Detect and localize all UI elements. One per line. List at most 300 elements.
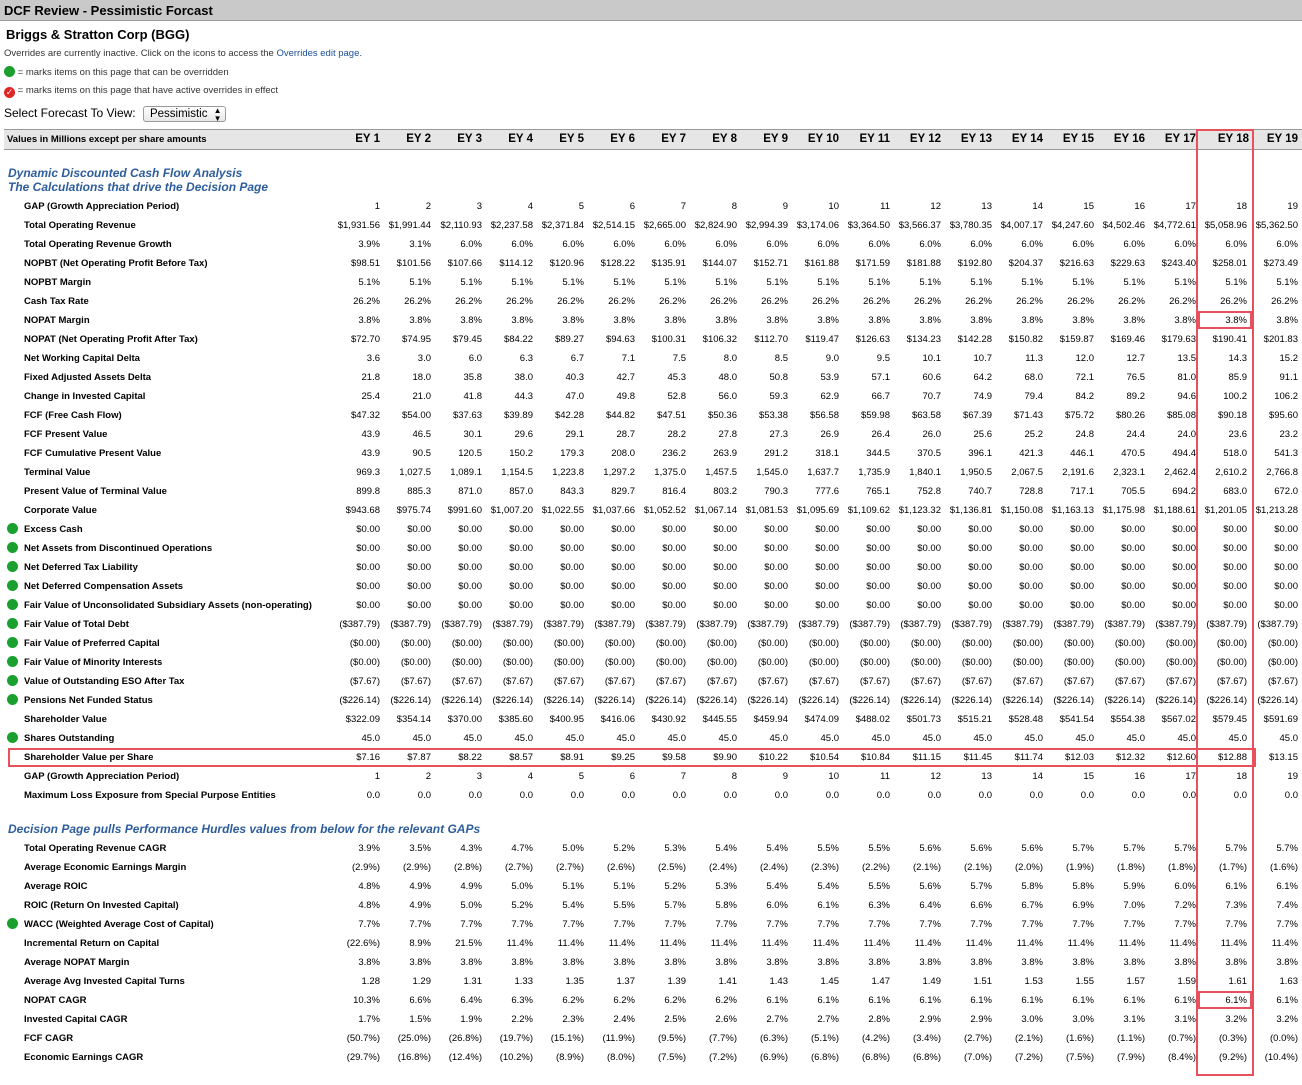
table-cell: $0.00 (560, 581, 584, 592)
table-cell: 5.6% (1021, 843, 1043, 854)
table-cell: (6.8%) (811, 1052, 839, 1063)
table-cell: 2.6% (715, 1014, 737, 1025)
table-cell: (22.6%) (346, 938, 380, 949)
table-cell: $201.83 (1263, 334, 1298, 345)
row-label: Present Value of Terminal Value (24, 486, 167, 497)
table-cell: $0.00 (713, 581, 737, 592)
table-cell: $0.00 (407, 543, 431, 554)
row-label: Average NOPAT Margin (24, 957, 130, 968)
table-cell: ($387.79) (1206, 619, 1247, 630)
table-cell: 1.28 (361, 976, 380, 987)
table-cell: (4.2%) (862, 1033, 890, 1044)
table-cell: 2,610.2 (1215, 467, 1247, 478)
table-cell: 3 (476, 201, 482, 212)
table-cell: 3.6 (366, 353, 380, 364)
table-cell: $9.25 (611, 752, 635, 763)
table-cell: 81.0 (1177, 372, 1196, 383)
table-cell: 9 (782, 771, 788, 782)
table-cell: $3,780.35 (949, 220, 992, 231)
table-cell: 5.7% (1225, 843, 1247, 854)
table-cell: 5.7% (970, 881, 992, 892)
table-cell: $5,058.96 (1204, 220, 1247, 231)
override-dot-icon[interactable] (7, 561, 18, 572)
table-cell: ($387.79) (951, 619, 992, 630)
table-cell: 6 (629, 771, 635, 782)
table-cell: 45.0 (565, 733, 584, 744)
table-cell: 2 (425, 201, 431, 212)
table-cell: 8 (731, 201, 737, 212)
table-cell: 45.3 (667, 372, 686, 383)
table-cell: 5.7% (1174, 843, 1196, 854)
table-cell: 3.8% (1174, 315, 1196, 326)
table-cell: 7.7% (1021, 919, 1043, 930)
table-cell: (1.6%) (1066, 1033, 1094, 1044)
table-cell: 7.7% (1174, 919, 1196, 930)
table-cell: 26.2% (353, 296, 380, 307)
table-cell: (7.5%) (1066, 1052, 1094, 1063)
table-cell: 2,323.1 (1113, 467, 1145, 478)
table-cell: $0.00 (407, 600, 431, 611)
table-cell: ($0.00) (961, 657, 992, 668)
table-cell: ($226.14) (696, 695, 737, 706)
row-label: Net Working Capital Delta (24, 353, 140, 364)
table-cell: 150.2 (509, 448, 533, 459)
override-dot-icon[interactable] (7, 637, 18, 648)
table-cell: ($387.79) (390, 619, 431, 630)
table-cell: 1.39 (667, 976, 686, 987)
table-cell: $80.26 (1115, 410, 1145, 421)
table-cell: ($387.79) (339, 619, 380, 630)
table-cell: ($0.00) (451, 657, 482, 668)
table-cell: 5.1% (562, 881, 584, 892)
table-cell: 11.4% (608, 938, 635, 949)
table-cell: 7 (680, 771, 686, 782)
table-cell: 70.7 (922, 391, 941, 402)
table-cell: (2.4%) (709, 862, 737, 873)
table-cell: (1.6%) (1270, 862, 1298, 873)
table-cell: 5.1% (766, 277, 788, 288)
override-dot-icon[interactable] (7, 618, 18, 629)
table-cell: 11.4% (1169, 938, 1196, 949)
row-label: Fair Value of Unconsolidated Subsidiary Assets (non-operating) (24, 600, 312, 611)
table-cell: ($0.00) (1114, 638, 1145, 649)
table-cell: 3.8% (409, 315, 431, 326)
table-cell: (25.0%) (397, 1033, 431, 1044)
table-cell: 6.1% (766, 995, 788, 1006)
override-dot-icon[interactable] (7, 542, 18, 553)
row-label: Excess Cash (24, 524, 83, 535)
table-cell: ($0.00) (451, 638, 482, 649)
table-cell: 790.3 (764, 486, 788, 497)
table-cell: 5.8% (1072, 881, 1094, 892)
table-cell: 3.8% (562, 315, 584, 326)
override-dot-icon[interactable] (7, 918, 18, 929)
table-cell: 5.5% (868, 843, 890, 854)
table-cell: $0.00 (1019, 524, 1043, 535)
table-row (4, 558, 1302, 577)
row-label: Terminal Value (24, 467, 91, 478)
override-dot-icon[interactable] (7, 599, 18, 610)
table-cell: 1.59 (1177, 976, 1196, 987)
table-cell: ($0.00) (1012, 638, 1043, 649)
table-cell: 5.1% (970, 277, 992, 288)
row-label: Economic Earnings CAGR (24, 1052, 144, 1063)
table-cell: 1.29 (412, 976, 431, 987)
table-cell: 12 (930, 201, 941, 212)
table-cell: 6.1% (1276, 995, 1298, 1006)
table-cell: 14 (1032, 201, 1043, 212)
table-cell: 5.1% (1072, 277, 1094, 288)
table-cell: 5.4% (817, 881, 839, 892)
table-cell: $0.00 (509, 600, 533, 611)
table-cell: 3.8% (358, 315, 380, 326)
table-cell: $0.00 (1223, 600, 1247, 611)
table-cell: 18 (1236, 201, 1247, 212)
table-cell: ($226.14) (594, 695, 635, 706)
table-cell: $0.00 (815, 543, 839, 554)
table-cell: ($0.00) (808, 657, 839, 668)
table-row (4, 767, 1302, 786)
table-cell: $159.87 (1059, 334, 1094, 345)
table-cell: $0.00 (407, 562, 431, 573)
table-cell: 9.0 (825, 353, 839, 364)
table-cell: 7.7% (817, 919, 839, 930)
table-cell: 1,375.0 (654, 467, 686, 478)
table-cell: 3.8% (715, 315, 737, 326)
table-cell: $0.00 (356, 524, 380, 535)
table-cell: (6.8%) (913, 1052, 941, 1063)
table-cell: $3,566.37 (898, 220, 941, 231)
table-cell: 10.1 (922, 353, 941, 364)
table-cell: 6.1% (1225, 995, 1247, 1006)
row-label: Net Deferred Tax Liability (24, 562, 138, 573)
table-cell: ($0.00) (1165, 638, 1196, 649)
table-cell: 10 (828, 771, 839, 782)
table-cell: $12.32 (1115, 752, 1145, 763)
table-cell: 14.3 (1228, 353, 1247, 364)
table-row (4, 691, 1302, 710)
table-cell: 1.5% (409, 1014, 431, 1025)
overrides-edit-link[interactable]: Overrides edit page. (276, 48, 362, 59)
table-cell: 4 (527, 201, 533, 212)
table-cell: 5.2% (613, 843, 635, 854)
table-cell: 7.7% (1225, 919, 1247, 930)
table-cell: 6.4% (460, 995, 482, 1006)
table-cell: ($387.79) (849, 619, 890, 630)
table-cell: 12.0 (1075, 353, 1094, 364)
table-cell: (6.3%) (760, 1033, 788, 1044)
table-cell: 4 (527, 771, 533, 782)
table-cell: $0.00 (1121, 600, 1145, 611)
table-cell: $0.00 (1121, 543, 1145, 554)
table-cell: (1.1%) (1117, 1033, 1145, 1044)
table-cell: 41.8 (463, 391, 482, 402)
table-cell: ($387.79) (594, 619, 635, 630)
table-cell: 3.0% (1072, 1014, 1094, 1025)
table-cell: $13.15 (1268, 752, 1298, 763)
table-cell: 1 (374, 771, 380, 782)
table-cell: $0.00 (611, 600, 635, 611)
table-cell: $1,163.13 (1051, 505, 1094, 516)
table-cell: 46.5 (412, 429, 431, 440)
table-cell: $0.00 (968, 600, 992, 611)
table-cell: 26.2% (914, 296, 941, 307)
table-cell: 1.61 (1228, 976, 1247, 987)
table-cell: ($0.00) (859, 638, 890, 649)
table-cell: 2.3% (562, 1014, 584, 1025)
table-cell: 291.2 (764, 448, 788, 459)
override-dot-icon[interactable] (7, 580, 18, 591)
table-cell: 11.4% (506, 938, 533, 949)
table-cell: (7.7%) (709, 1033, 737, 1044)
table-cell: ($7.67) (1063, 676, 1094, 687)
row-label: Maximum Loss Exposure from Special Purpose Entities (24, 790, 276, 801)
table-cell: 344.5 (866, 448, 890, 459)
table-cell: (1.8%) (1117, 862, 1145, 873)
table-cell: $0.00 (713, 562, 737, 573)
table-cell: 3.9% (358, 843, 380, 854)
table-cell: (12.4%) (448, 1052, 482, 1063)
table-cell: 26.2% (1118, 296, 1145, 307)
table-cell: 45.0 (820, 733, 839, 744)
row-label: Total Operating Revenue CAGR (24, 843, 167, 854)
row-label: GAP (Growth Appreciation Period) (24, 201, 180, 212)
table-cell: (6.9%) (760, 1052, 788, 1063)
table-cell: $0.00 (662, 543, 686, 554)
row-label: Total Operating Revenue Growth (24, 239, 172, 250)
table-cell: (2.7%) (964, 1033, 992, 1044)
table-cell: ($387.79) (1104, 619, 1145, 630)
table-cell: $56.58 (809, 410, 839, 421)
table-cell: 1.43 (769, 976, 788, 987)
table-cell: 5.1% (409, 277, 431, 288)
table-cell: 56.0 (718, 391, 737, 402)
table-cell: ($0.00) (706, 638, 737, 649)
table-cell: $0.00 (815, 524, 839, 535)
table-cell: 5.8% (1021, 881, 1043, 892)
table-cell: 26.2% (863, 296, 890, 307)
column-header: EY 8 (712, 133, 737, 145)
table-row (4, 615, 1302, 634)
table-cell: 11.4% (557, 938, 584, 949)
table-cell: $0.00 (458, 581, 482, 592)
table-cell: 3.8% (664, 315, 686, 326)
table-cell: $0.00 (713, 524, 737, 535)
override-dot-icon[interactable] (7, 694, 18, 705)
table-cell: ($0.00) (1063, 638, 1094, 649)
table-cell: (0.7%) (1168, 1033, 1196, 1044)
table-cell: 6.0% (562, 239, 584, 250)
table-cell: 8.9% (409, 938, 431, 949)
table-cell: 25.4 (361, 391, 380, 402)
table-row (4, 254, 1302, 273)
table-cell: 21.0 (412, 391, 431, 402)
section2-title: Decision Page pulls Performance Hurdles values from below for the relevant GAPs (8, 822, 481, 836)
table-cell: 10.3% (353, 995, 380, 1006)
table-cell: 885.3 (407, 486, 431, 497)
table-cell: $181.88 (906, 258, 941, 269)
table-cell: ($7.67) (604, 676, 635, 687)
table-cell: 6.2% (613, 995, 635, 1006)
table-cell: 26.2% (404, 296, 431, 307)
table-cell: 53.9 (820, 372, 839, 383)
table-cell: 26.2% (1169, 296, 1196, 307)
table-row (4, 197, 1302, 216)
forecast-select[interactable] (143, 106, 227, 122)
forecast-selector (4, 106, 226, 122)
table-cell: 7.4% (1276, 900, 1298, 911)
table-cell: ($0.00) (961, 638, 992, 649)
table-cell: 6.0% (919, 239, 941, 250)
table-cell: 6.0% (970, 239, 992, 250)
override-dot-icon[interactable] (7, 675, 18, 686)
table-cell: ($0.00) (400, 638, 431, 649)
table-cell: ($226.14) (1155, 695, 1196, 706)
table-cell: 5.1% (1225, 277, 1247, 288)
table-cell: 45.0 (973, 733, 992, 744)
column-header: EY 6 (610, 133, 635, 145)
table-cell: $0.00 (1121, 581, 1145, 592)
table-cell: ($7.67) (706, 676, 737, 687)
table-cell: (7.2%) (1015, 1052, 1043, 1063)
table-cell: 5.1% (1276, 277, 1298, 288)
table-cell: 5.6% (919, 881, 941, 892)
table-cell: (2.7%) (556, 862, 584, 873)
table-cell: $0.00 (968, 524, 992, 535)
table-cell: 45.0 (412, 733, 431, 744)
table-cell: 72.1 (1075, 372, 1094, 383)
table-cell: $0.00 (1070, 543, 1094, 554)
table-cell: 1.31 (463, 976, 482, 987)
table-cell: 16 (1134, 201, 1145, 212)
table-cell: $4,772.61 (1153, 220, 1196, 231)
table-cell: 3.8% (970, 957, 992, 968)
table-cell: 17 (1185, 771, 1196, 782)
row-label: Change in Invested Capital (24, 391, 146, 402)
table-cell: 14 (1032, 771, 1043, 782)
legend-red-text: = marks items on this page that have active overrides in effect (17, 85, 279, 96)
table-cell: 1.7% (358, 1014, 380, 1025)
row-label: Net Assets from Discontinued Operations (24, 543, 213, 554)
row-label: FCF Present Value (24, 429, 108, 440)
table-cell: 4.9% (409, 881, 431, 892)
table-row (4, 1029, 1302, 1048)
table-cell: 2,462.4 (1164, 467, 1196, 478)
table-cell: $0.00 (509, 562, 533, 573)
table-cell: 0.0 (366, 790, 380, 801)
table-cell: $216.63 (1059, 258, 1094, 269)
forecast-select-value: Pessimistic (149, 108, 208, 120)
table-cell: 1,027.5 (399, 467, 431, 478)
table-cell: (2.3%) (811, 862, 839, 873)
table-row (4, 235, 1302, 254)
table-cell: ($226.14) (339, 695, 380, 706)
table-cell: $12.88 (1217, 752, 1247, 763)
table-cell: 3.8% (1072, 957, 1094, 968)
table-cell: $273.49 (1263, 258, 1298, 269)
table-row (4, 653, 1302, 672)
table-cell: 6.1% (1072, 995, 1094, 1006)
table-cell: ($7.67) (655, 676, 686, 687)
table-cell: ($387.79) (441, 619, 482, 630)
table-cell: 11.4% (1016, 938, 1043, 949)
table-cell: 3.8% (919, 957, 941, 968)
table-cell: $0.00 (1019, 581, 1043, 592)
table-cell: 94.6 (1177, 391, 1196, 402)
table-cell: 3.9% (358, 239, 380, 250)
table-cell: 5.7% (1276, 843, 1298, 854)
table-cell: 6.0% (664, 239, 686, 250)
table-cell: 11.4% (965, 938, 992, 949)
table-cell: 6.1% (1276, 881, 1298, 892)
table-cell: 6.3 (519, 353, 533, 364)
table-cell: 17 (1185, 201, 1196, 212)
table-cell: 6.0 (468, 353, 482, 364)
row-label: FCF (Free Cash Flow) (24, 410, 122, 421)
column-header: EY 2 (406, 133, 431, 145)
table-row (4, 349, 1302, 368)
column-header: EY 18 (1217, 133, 1249, 145)
table-cell: 421.3 (1019, 448, 1043, 459)
table-cell: 7.7% (1072, 919, 1094, 930)
table-cell: 11.4% (863, 938, 890, 949)
table-cell: 45.0 (1279, 733, 1298, 744)
table-cell: 3.2% (1276, 1014, 1298, 1025)
table-cell: 740.7 (968, 486, 992, 497)
table-cell: 15.2 (1279, 353, 1298, 364)
override-dot-icon[interactable] (7, 732, 18, 743)
table-cell: $0.00 (968, 562, 992, 573)
table-cell: 1,545.0 (756, 467, 788, 478)
table-cell: (3.4%) (913, 1033, 941, 1044)
table-cell: 7.1 (621, 353, 635, 364)
table-cell: 26.2% (506, 296, 533, 307)
table-cell: ($7.67) (1267, 676, 1298, 687)
table-cell: ($0.00) (1267, 657, 1298, 668)
row-label: NOPAT (Net Operating Profit After Tax) (24, 334, 198, 345)
table-cell: 0.0 (876, 790, 890, 801)
table-row (4, 877, 1302, 896)
table-cell: 5.1% (613, 881, 635, 892)
table-cell: 5.9% (1123, 881, 1145, 892)
override-dot-icon[interactable] (7, 523, 18, 534)
table-cell: 7.7% (766, 919, 788, 930)
table-cell: ($226.14) (543, 695, 584, 706)
table-cell: $0.00 (1223, 562, 1247, 573)
table-cell: $459.94 (753, 714, 788, 725)
table-cell: 7.7% (511, 919, 533, 930)
table-cell: 11.4% (1118, 938, 1145, 949)
table-cell: 3.8% (817, 315, 839, 326)
table-row (4, 463, 1302, 482)
table-cell: 24.4 (1126, 429, 1145, 440)
table-cell: 6.0% (1225, 239, 1247, 250)
table-cell: 0.0 (723, 790, 737, 801)
table-cell: $101.56 (396, 258, 431, 269)
table-cell: 15 (1083, 771, 1094, 782)
table-cell: 29.6 (514, 429, 533, 440)
table-cell: 3.1% (1174, 1014, 1196, 1025)
override-dot-icon[interactable] (7, 656, 18, 667)
table-cell: 3.2% (1225, 1014, 1247, 1025)
table-cell: (50.7%) (346, 1033, 380, 1044)
row-label: Cash Tax Rate (24, 296, 89, 307)
table-cell: 45.0 (616, 733, 635, 744)
table-cell: 6.1% (1225, 881, 1247, 892)
table-cell: 100.2 (1223, 391, 1247, 402)
table-cell: $2,110.93 (440, 220, 482, 231)
table-cell: 49.8 (616, 391, 635, 402)
